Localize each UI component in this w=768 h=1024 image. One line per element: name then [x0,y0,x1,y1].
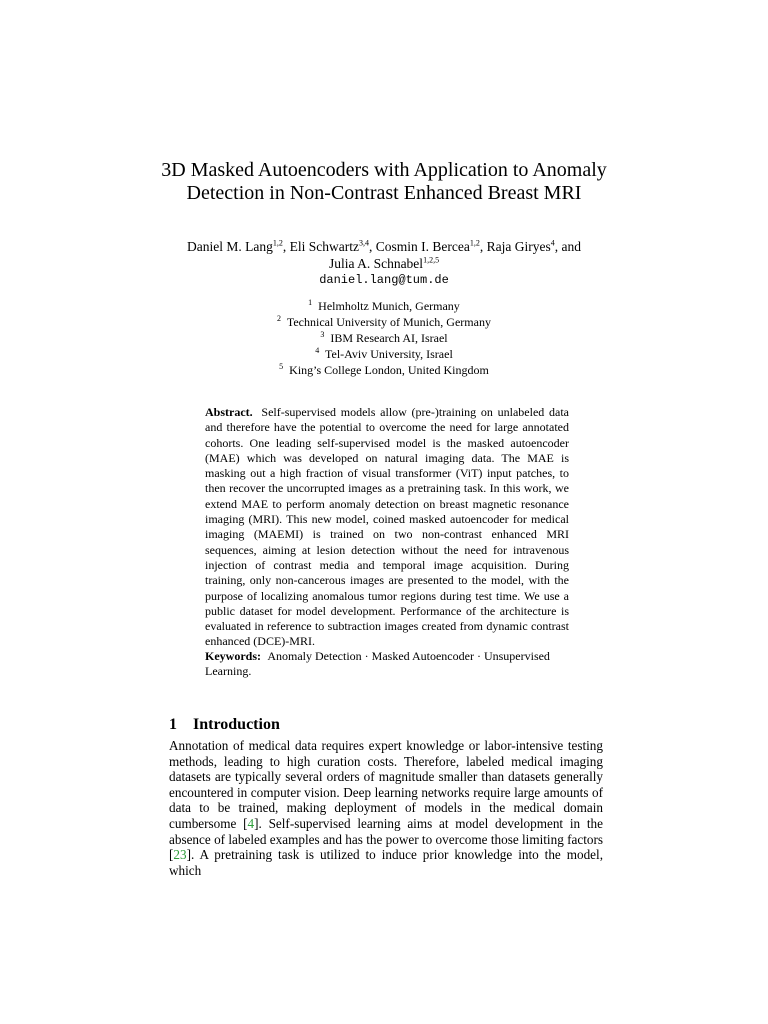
abstract-label: Abstract. [205,405,253,419]
author: Daniel M. Lang$^{1,2}$, [187,238,290,254]
author: Cosmin I. Bercea$^{1,2}$, [375,238,487,254]
citation-link[interactable]: 23 [173,847,187,863]
keywords-label: Keywords: [205,649,261,663]
paper-title: 3D Masked Autoencoders with Application to Anomaly Detection in Non-Contrast Enhanced Breast MRI [161,159,607,205]
affiliation: $^4$ Tel-Aviv University, Israel [315,346,453,361]
affiliation: $^5$ King’s College London, United Kingdom [279,362,489,377]
affiliation: $^2$ Technical University of Munich, Germany [277,314,491,329]
affiliation: $^3$ IBM Research AI, Israel [320,330,448,345]
section-title: Introduction [193,716,280,734]
affiliation: $^1$ Helmholtz Munich, Germany [308,298,460,313]
citation-link[interactable]: 4 [247,815,255,831]
intro-paragraph: Annotation of medical data requires expert knowledge or labor-intensive testing methods, leading to high curation costs. Therefore, labeled medical imaging datasets are typically several orders of magnitude smaller than datasets generally encountered in computer vision. Deep learning networks require large amounts of data to be trained, making deployment of models in the medical domain cumbersome [4]. Self-supervised learning aims at model development in the absence of labeled examples and has the power to overcome those limiting factors [23]. A pretraining task is utilized to induce prior knowledge into the model, which [169,738,603,878]
affiliation-list [150,298,618,378]
abstract-text: Self-supervised models allow (pre-)training on unlabeled data and therefore have the potential to overcome the need for large annotated cohorts. One leading self-supervised model is the masked autoencoder (MAE) which was developed on natural imaging data. The MAE is masking out a high fraction of visual transformer (ViT) input patches, to then recover the uncorrupted images as a pretraining task. In this work, we extend MAE to perform anomaly detection on breast magnetic resonance imaging (MRI). This new model, coined masked autoencoder for medical imaging (MAEMI) is trained on two non-contrast enhanced MRI sequences, aiming at lesion detection without the need for intravenous injection of contrast media and temporal image acquisition. During training, only non-cancerous images are presented to the model, with the purpose of localizing anomalous tumor regions during test time. We use a public dataset for model development. Performance of the architecture is evaluated in reference to subtraction images created from dynamic contrast enhanced (DCE)-MRI. [205,405,569,649]
author: Julia A. Schnabel$^{1,2,5}$ [328,255,440,271]
section-heading [169,716,280,734]
author-email: daniel.lang@tum.de [319,273,449,287]
keywords [205,649,569,680]
abstract [205,405,569,650]
author-list [150,238,618,272]
keywords-text: Anomaly Detection · Masked Autoencoder · Unsupervised Learning. [205,649,550,679]
section-number: 1 [169,716,177,734]
author: Eli Schwartz$^{3,4}$, [289,238,376,254]
author: Raja Giryes$^4$, and [486,238,581,254]
